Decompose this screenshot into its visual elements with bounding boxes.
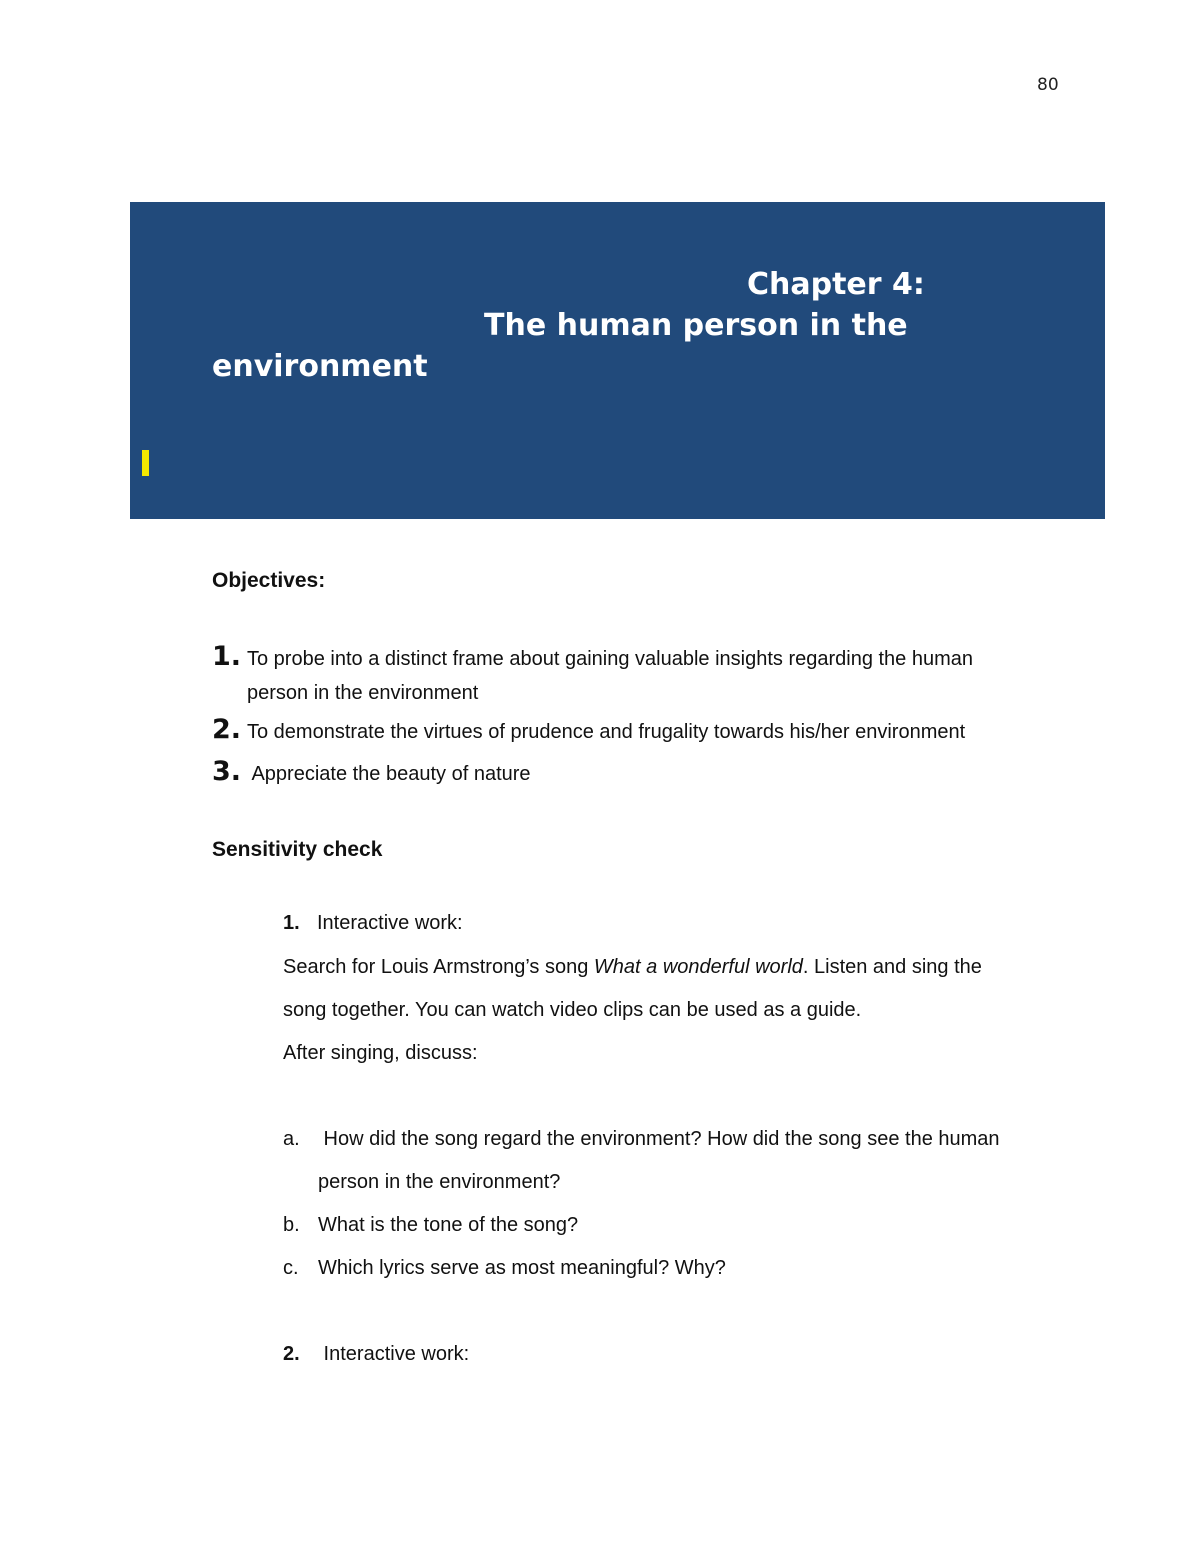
objective-item [212, 756, 531, 787]
objective-text: To demonstrate the virtues of prudence and frugality towards his/her environment [247, 721, 966, 743]
page-number: 80 [1037, 75, 1059, 95]
activity-label: Interactive work: [317, 912, 463, 934]
question-text: What is the tone of the song? [318, 1214, 579, 1236]
question-text: Which lyrics serve as most meaningful? Why? [318, 1257, 726, 1279]
activity-number: 2. [283, 1343, 300, 1365]
objective-number: 2. [212, 714, 242, 745]
question-letter: a. [283, 1128, 300, 1150]
question-item [283, 1214, 578, 1237]
chapter-number: Chapter 4: [747, 267, 925, 302]
objective-text-continued: person in the environment [247, 682, 479, 704]
objective-number: 3. [212, 756, 242, 787]
activity-item [283, 1343, 469, 1366]
activity-instruction [283, 956, 982, 979]
activity-label: Interactive work: [318, 1343, 470, 1365]
question-item [283, 1257, 726, 1280]
objective-text: To probe into a distinct frame about gaining valuable insights regarding the human [247, 648, 974, 670]
instruction-text: . Listen and sing the [802, 956, 982, 978]
question-letter: b. [283, 1214, 300, 1236]
song-title: What a wonderful world [593, 956, 803, 978]
sensitivity-heading: Sensitivity check [212, 838, 383, 861]
objectives-heading: Objectives: [212, 569, 326, 592]
question-text: How did the song regard the environment? How did the song see the human [318, 1128, 1000, 1150]
instruction-line: After singing, discuss: [283, 1042, 478, 1064]
activity-number: 1. [283, 912, 300, 934]
instruction-text: Search for Louis Armstrong’s song [283, 956, 594, 978]
objective-text: Appreciate the beauty of nature [247, 763, 531, 785]
question-letter: c. [283, 1257, 299, 1279]
objective-number: 1. [212, 641, 242, 672]
instruction-line: song together. You can watch video clips can be used as a guide. [283, 999, 862, 1021]
objective-item [212, 714, 965, 745]
question-item [283, 1128, 1000, 1151]
chapter-title-line1: The human person in the [484, 308, 908, 343]
question-text-continued: person in the environment? [318, 1171, 561, 1193]
yellow-marker [142, 450, 149, 476]
chapter-banner [130, 202, 1105, 519]
chapter-title-line2: environment [212, 349, 428, 384]
activity-item [283, 912, 463, 935]
objective-item [212, 641, 973, 672]
